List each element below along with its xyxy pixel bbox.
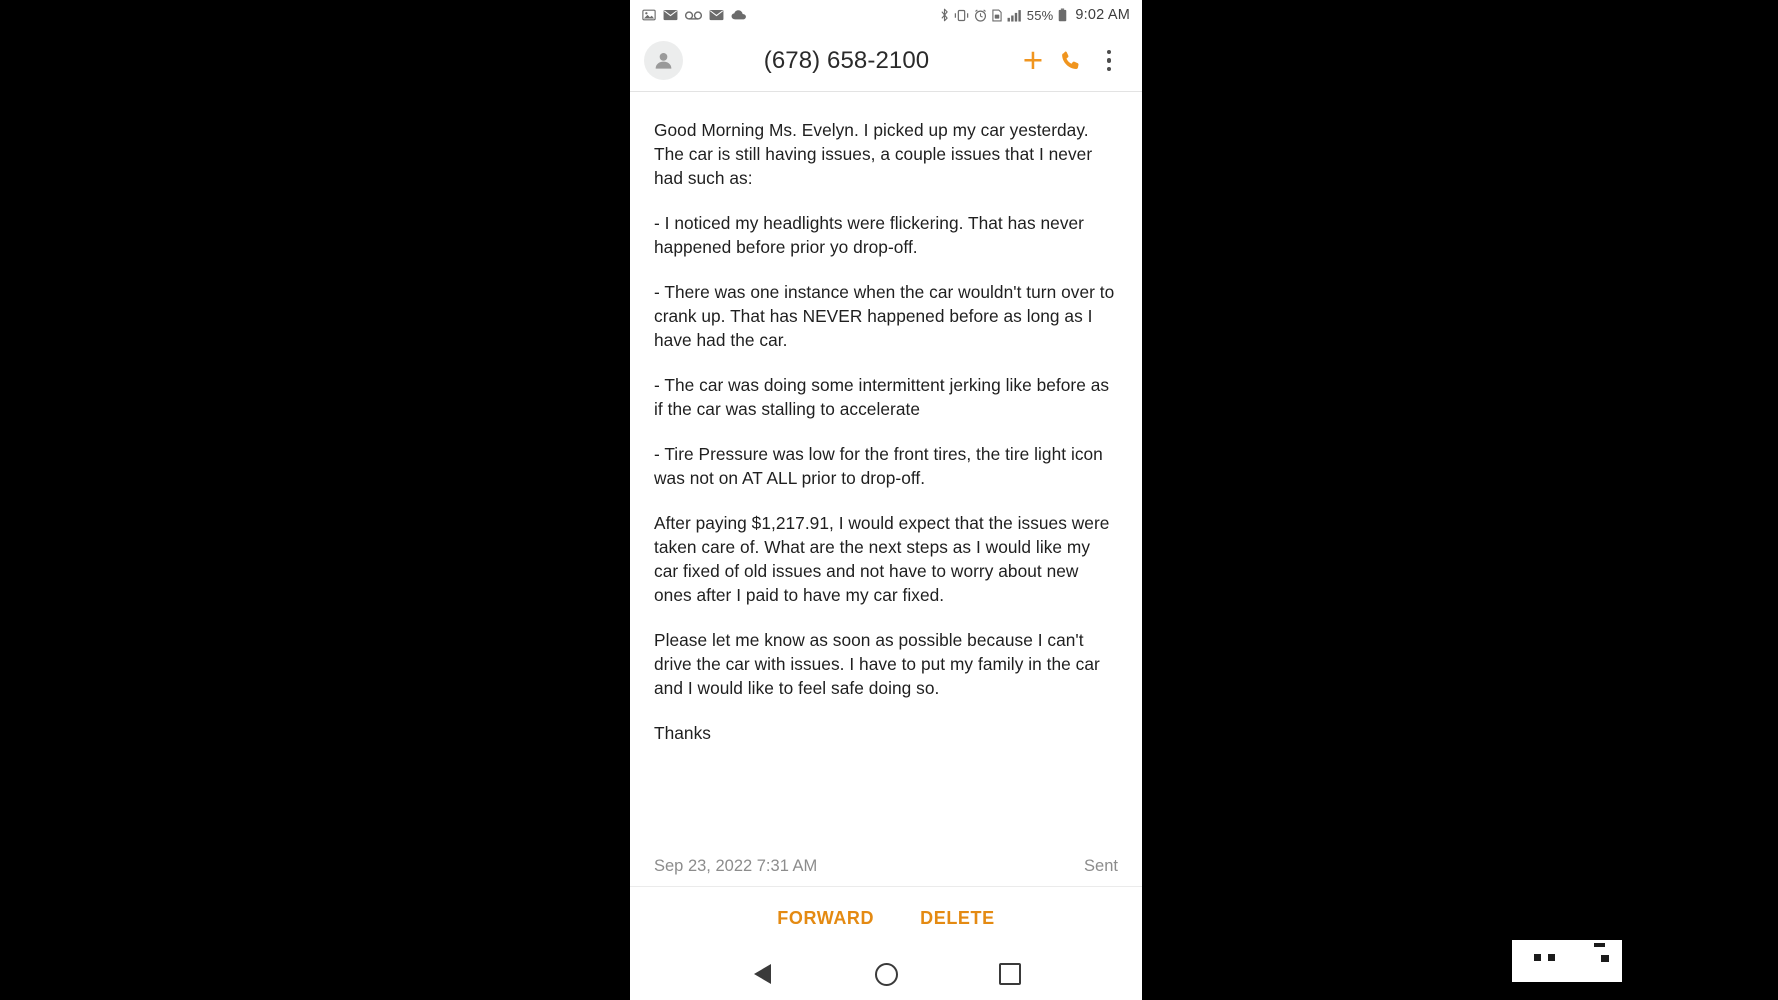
- contact-avatar-icon: [652, 49, 675, 72]
- message-paragraph: Thanks: [654, 723, 711, 743]
- mail-icon: [663, 9, 678, 21]
- message-action-bar: [630, 886, 1142, 949]
- phone-icon: [1058, 48, 1084, 74]
- battery-icon: [1058, 8, 1067, 22]
- message-paragraph: - Tire Pressure was low for the front tires, the tire light icon was not on AT ALL prior to drop-off.: [654, 444, 1103, 488]
- status-bar-left: [642, 8, 748, 22]
- system-navigation-bar: [630, 948, 1142, 1000]
- message-paragraph: - The car was doing some intermittent jerking like before as if the car was stalling to accelerate: [654, 375, 1110, 419]
- phone-screen: [630, 0, 1142, 1000]
- alarm-icon: [974, 9, 987, 22]
- recents-icon: [999, 963, 1021, 985]
- mail-icon: [709, 9, 724, 21]
- vibrate-icon: [954, 9, 969, 22]
- plus-icon: +: [1022, 40, 1044, 80]
- voicemail-icon: [685, 10, 702, 21]
- more-options-icon: [1107, 50, 1112, 72]
- back-button[interactable]: [740, 952, 784, 996]
- message-timestamp: Sep 23, 2022 7:31 AM: [654, 856, 818, 875]
- sim-icon: [992, 9, 1002, 22]
- message-paragraph: - There was one instance when the car wouldn't turn over to crank up. That has NEVER happened before as long as I have had the car.: [654, 282, 1115, 350]
- message-status: Sent: [1084, 856, 1118, 875]
- message-paragraph: - I noticed my headlights were flickering. That has never happened before prior yo drop-off.: [654, 213, 1084, 257]
- cloud-icon: [731, 9, 748, 21]
- message-paragraph: After paying $1,217.91, I would expect that the issues were taken care of. What are the next steps as I would like my car fixed of old issues and not have to worry about new ones after I paid to have my car fixed.: [654, 513, 1110, 605]
- contact-number[interactable]: (678) 658-2100: [763, 46, 930, 74]
- more-options-button[interactable]: [1090, 42, 1128, 80]
- home-button[interactable]: [864, 952, 908, 996]
- image-icon: [642, 8, 656, 22]
- message-body: [630, 92, 1142, 846]
- forward-button[interactable]: FORWARD: [777, 907, 875, 928]
- add-recipient-button[interactable]: [1014, 42, 1052, 80]
- delete-button[interactable]: DELETE: [920, 907, 995, 928]
- artifact-dot: [1601, 955, 1609, 962]
- battery-percent-label: 55%: [1026, 7, 1054, 23]
- artifact-dot: [1548, 954, 1555, 961]
- status-clock: 9:02 AM: [1075, 7, 1130, 23]
- artifact-dash: [1594, 943, 1605, 947]
- home-icon: [875, 963, 898, 986]
- bluetooth-icon: [940, 8, 949, 22]
- message-paragraph: Good Morning Ms. Evelyn. I picked up my car yesterday. The car is still having issues, a couple issues that I never had such as:: [654, 120, 1093, 188]
- status-bar-right: [940, 7, 1130, 23]
- artifact-dot: [1534, 954, 1541, 961]
- screenshot-artifact-box: [1512, 940, 1622, 982]
- message-meta: [630, 846, 1142, 886]
- avatar[interactable]: [644, 41, 683, 80]
- call-button[interactable]: [1052, 42, 1090, 80]
- status-bar: [630, 0, 1142, 30]
- recents-button[interactable]: [988, 952, 1032, 996]
- signal-icon: [1007, 9, 1022, 22]
- message-paragraph: Please let me know as soon as possible because I can't drive the car with issues. I have to put my family in the car and I would like to feel safe doing so.: [654, 630, 1100, 698]
- conversation-header: [630, 30, 1142, 92]
- back-icon: [754, 964, 771, 984]
